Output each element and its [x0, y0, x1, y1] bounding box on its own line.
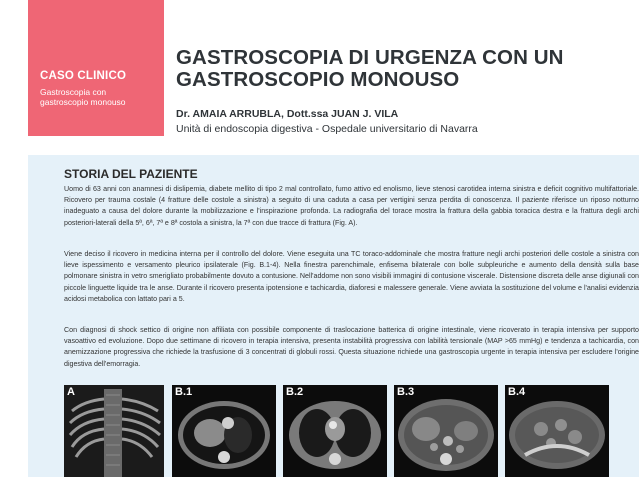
- article-affiliation: Unità di endoscopia digestiva - Ospedale universitario di Navarra: [176, 123, 478, 135]
- article-authors: Dr. AMAIA ARRUBLA, Dott.ssa JUAN J. VILA: [176, 108, 399, 120]
- ct-image-b4: [505, 385, 609, 477]
- figure-b1-label: B.1: [175, 386, 193, 398]
- figure-b4-ct: [505, 385, 609, 477]
- figure-b1-ct: [172, 385, 276, 477]
- figure-b3-label: B.3: [397, 386, 415, 398]
- paragraph-2: Viene deciso il ricovero in medicina interna per il controllo del dolore. Viene eseguita una TC toraco-addominale che mostra fratture negli archi posteriori delle costole a sinistra con lieve ispessimento e versamento pleurico ipsilaterale (Fig. B.1-4). Nella finestra parenchimale, enfisema bilaterale con bolle subpleuriche e aumento della densità sulla base polmonare sinistra in vetro smerigliato probabilmente dovuto a contusione. Nell'addome non sono visibili immagini di contusione viscerale. Distensione discreta delle anse digiunali con piccole linguette liquide tra le anse. Durante il ricovero presenta ipotensione e tachicardia, diaforesi e malessere generale. Viene avviata la sostituzione del volume e l'analisi evidenzia acidosi metabolica con lattato pari a 5.: [64, 250, 639, 303]
- case-label-subtitle: Gastroscopia con gastroscopio monouso: [40, 87, 126, 107]
- paragraph-3: Con diagnosi di shock settico di origine non affiliata con possibile componente di traslocazione batterica di origine intestinale, viene ricoverato in terapia intensiva per supporto vasoattivo ed evoluzione. Dopo due settimane di ricovero in terapia intensiva, presenta instabilità progressiva con labilità tensionale (MAP >65 mmHg) e tendenza a tachicardia, con anemizzazione progressiva che richiede la trasfusione di 3 concentrati di globuli rossi. Questa situazione richiede una gastroscopia urgente in terapia intensiva per escludere l'origine digestiva dell'emorragia.: [64, 326, 639, 368]
- case-label-title: CASO CLINICO: [40, 70, 127, 82]
- ct-image-b3: [394, 385, 498, 477]
- patient-history-panel: [28, 155, 639, 477]
- figure-strip: [64, 385, 639, 477]
- case-label-box: [28, 0, 164, 136]
- figure-b4-label: B.4: [508, 386, 526, 398]
- figure-b3-ct: [394, 385, 498, 477]
- paragraph-1: Uomo di 63 anni con anamnesi di dislipemia, diabete mellito di tipo 2 mal controllato, fumo attivo ed enolismo, lieve stenosi carotidea interna sinistra e deficit cognitivo multifattoriale. Ricovero per trauma costale (4 fratture delle costole a sinistra) a seguito di una caduta a casa per vertigini senza perdita di conoscenza. Il paziente riferisce un riposo notturno inadeguato a causa del dolore durante la mobilizzazione e l'inspirazione profonda. La radiografia del torace mostra la frattura della gabbia toracica destra e la frattura degli archi posteriori-laterali della 5ª, 6ª, 7ª e 8ª costola a sinistra, la 7ª con due tracce di frattura (Fig. A).: [64, 185, 639, 227]
- ct-image-b1: [172, 385, 276, 477]
- xray-image: [64, 385, 164, 477]
- ct-image-b2: [283, 385, 387, 477]
- article-title: GASTROSCOPIA DI URGENZA CON UN GASTROSCOPIO MONOUSO: [176, 46, 564, 91]
- figure-a-xray: [64, 385, 164, 477]
- figure-b2-ct: [283, 385, 387, 477]
- figure-a-label: A: [67, 386, 75, 398]
- figure-b2-label: B.2: [286, 386, 304, 398]
- section-title: STORIA DEL PAZIENTE: [64, 167, 198, 181]
